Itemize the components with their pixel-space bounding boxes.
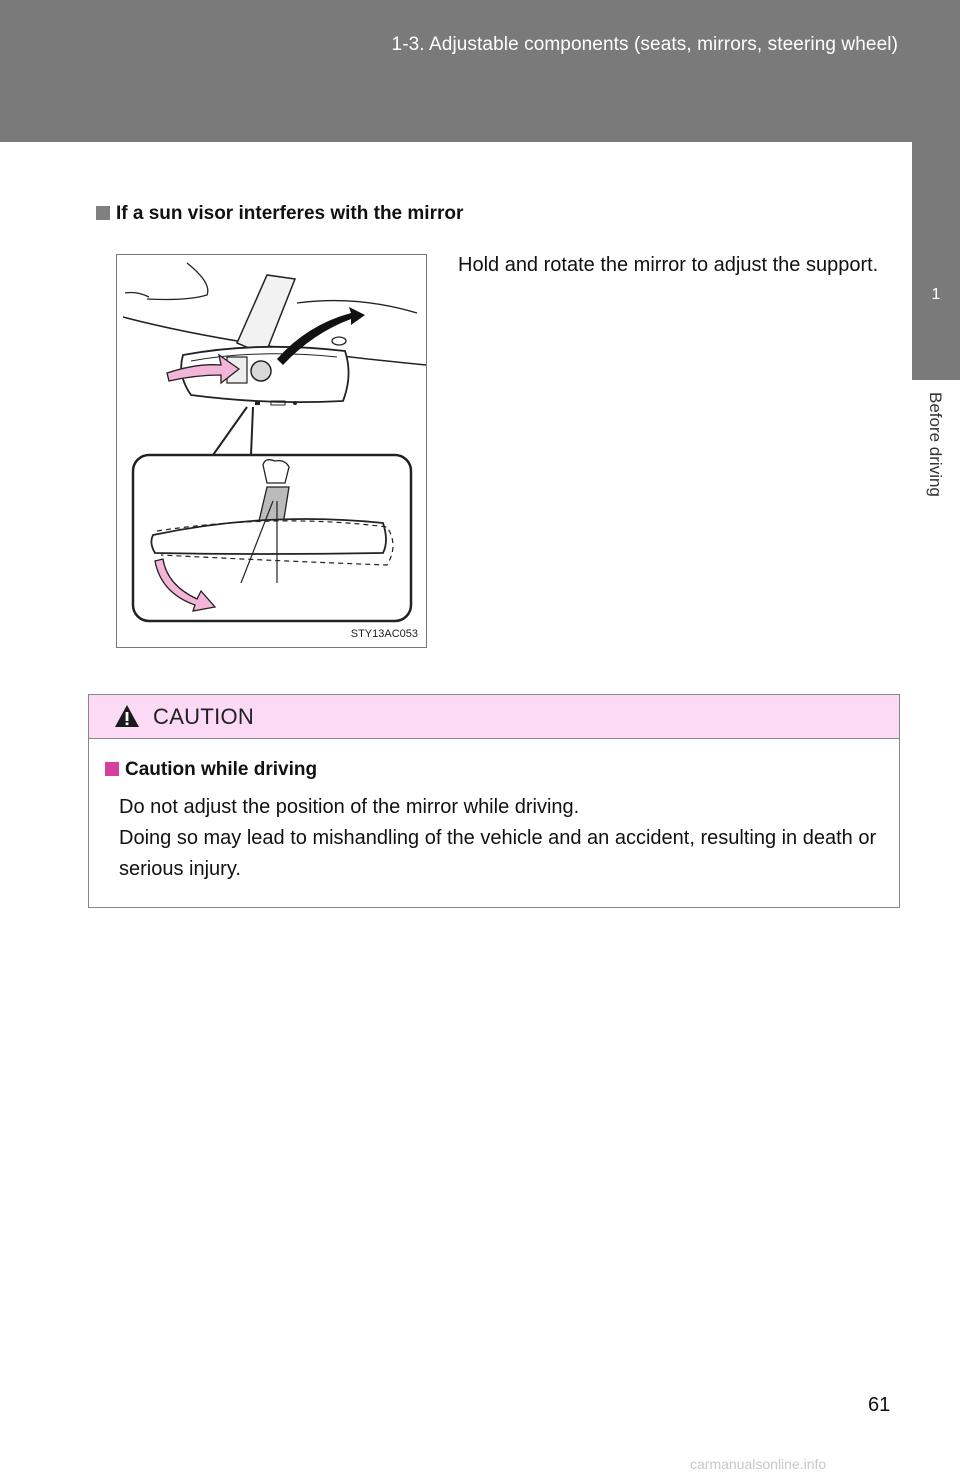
figure-code: STY13AC053 bbox=[350, 628, 418, 640]
header-title: 1-3. Adjustable components (seats, mirrors, steering wheel) bbox=[391, 34, 898, 55]
page-number: 61 bbox=[868, 1394, 891, 1416]
chapter-label bbox=[912, 380, 960, 550]
caution-subheading-text: Caution while driving bbox=[125, 759, 318, 780]
chapter-number: 1 bbox=[931, 286, 941, 303]
header-bar bbox=[0, 0, 960, 142]
section-heading bbox=[96, 203, 463, 225]
caution-body bbox=[119, 792, 894, 885]
square-bullet-icon bbox=[96, 206, 110, 220]
chapter-label-text: Before driving bbox=[926, 392, 945, 497]
warning-icon bbox=[113, 703, 141, 729]
caution-title: CAUTION bbox=[153, 704, 255, 729]
square-bullet-icon bbox=[105, 762, 119, 776]
caution-box bbox=[88, 694, 900, 908]
caution-line: Do not adjust the position of the mirror while driving. bbox=[119, 796, 580, 818]
mirror-illustration bbox=[116, 254, 427, 648]
caution-line: Doing so may lead to mishandling of the vehicle and an accident, resulting in death or serious injury. bbox=[119, 827, 877, 880]
section-heading-text: If a sun visor interferes with the mirror bbox=[116, 203, 464, 224]
watermark: carmanualsonline.info bbox=[690, 1456, 827, 1472]
mirror-drawing bbox=[117, 255, 426, 647]
caution-subheading bbox=[105, 759, 317, 781]
chapter-tab bbox=[912, 142, 960, 380]
instruction-text: Hold and rotate the mirror to adjust the support. bbox=[458, 254, 879, 276]
caution-header bbox=[89, 695, 899, 739]
